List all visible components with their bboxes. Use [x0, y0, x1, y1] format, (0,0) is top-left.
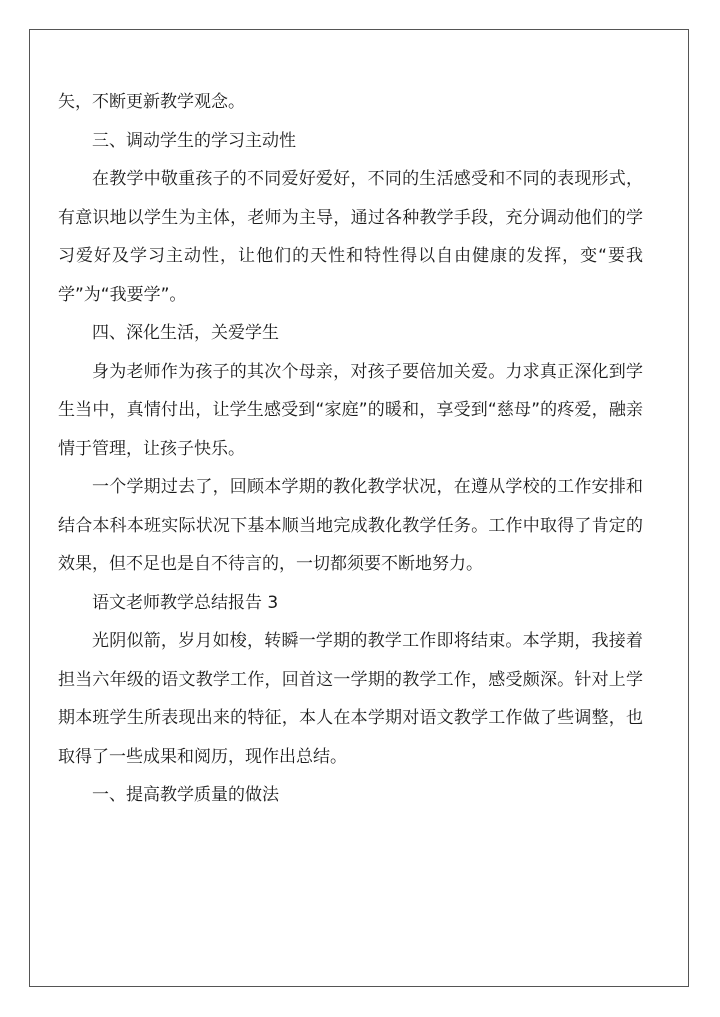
paragraph: 光阴似箭，岁月如梭，转瞬一学期的教学工作即将结束。本学期，我接着担当六年级的语文教学工作，回首这一学期的教学工作，感受颇深。针对上学期本班学生所表现出来的特征，本人在本学期对语文教学工作做了些调整，也取得了一些成果和阅历，现作出总结。 — [58, 631, 643, 767]
section-heading-1: 一、提高教学质量的做法 — [92, 785, 279, 805]
paragraph: 在教学中敬重孩子的不同爱好爱好，不同的生活感受和不同的表现形式，有意识地以学生为主体，老师为主导，通过各种教学手段，充分调动他们的学习爱好及学习主动性，让他们的天性和特性得以自由健康的发挥，变“要我学”为“我要学”。 — [58, 169, 643, 305]
paragraph: 身为老师作为孩子的其次个母亲，对孩子要倍加关爱。力求真正深化到学生当中，真情付出，让学生感受到“家庭”的暖和，享受到“慈母”的疼爱，融亲情于管理，让孩子快乐。 — [58, 361, 643, 459]
section-heading-3: 三、调动学生的学习主动性 — [92, 130, 296, 151]
document-body — [58, 83, 643, 815]
section-heading-4: 四、深化生活，关爱学生 — [92, 323, 279, 343]
report-title: 语文老师教学总结报告 3 — [92, 592, 279, 613]
paragraph: 一个学期过去了，回顾本学期的教化教学状况，在遵从学校的工作安排和结合本科本班实际状况下基本顺当地完成教化教学任务。工作中取得了肯定的效果，但不足也是自不待言的，一切都须要不断地努力。 — [58, 477, 643, 574]
paragraph-continuation: 矢，不断更新教学观念。 — [58, 92, 245, 112]
